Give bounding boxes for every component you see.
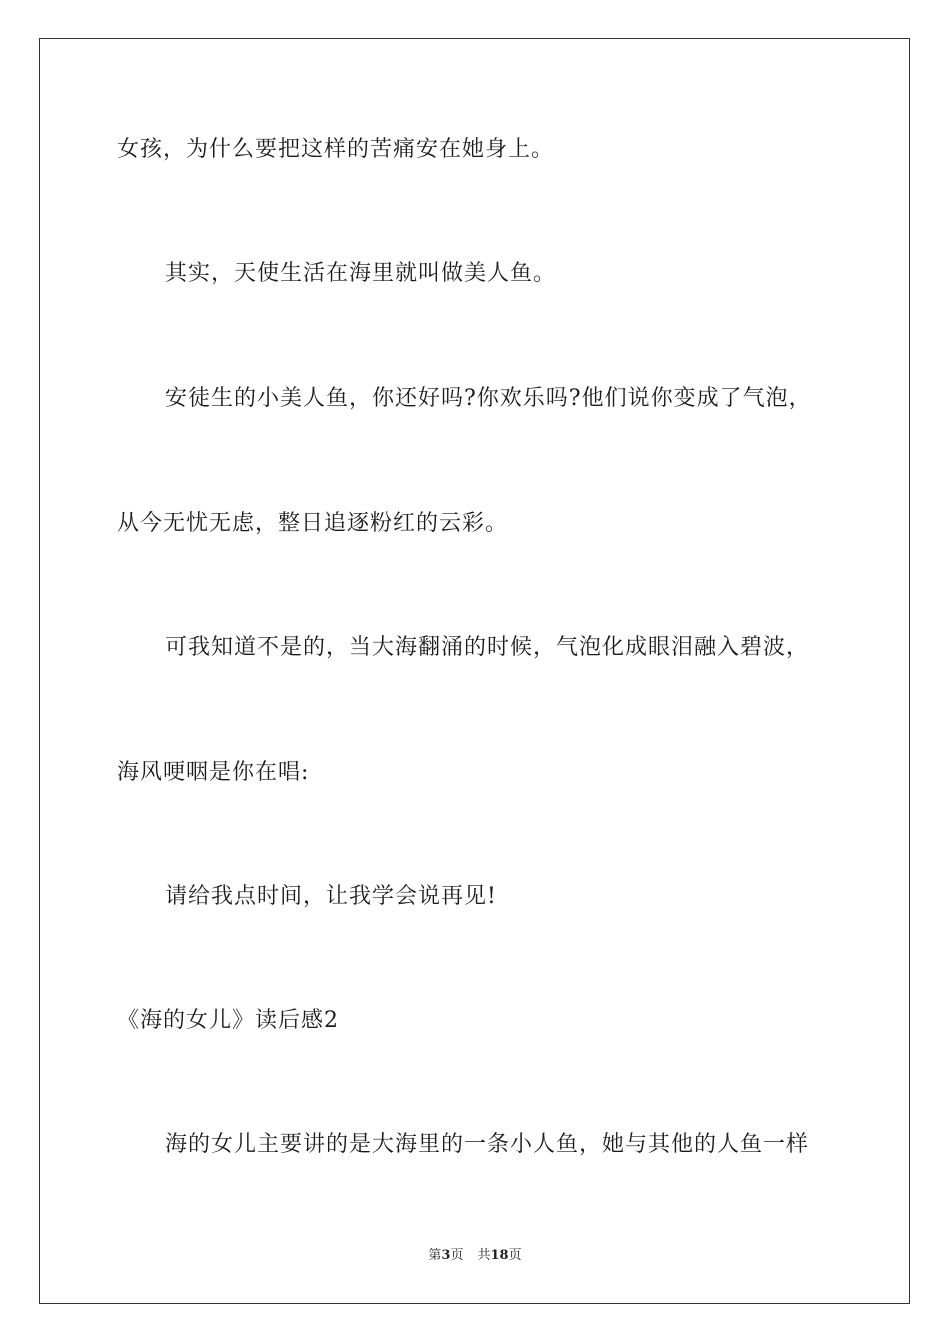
footer-page-number: 3: [441, 1248, 451, 1263]
text-line-3: 安徒生的小美人鱼，你还好吗?你欢乐吗?他们说你变成了气泡，: [165, 386, 812, 411]
footer-total-pages: 18: [490, 1248, 509, 1263]
text-line-6: 海风哽咽是你在唱:: [117, 760, 310, 785]
footer-page-prefix: 第: [428, 1248, 442, 1263]
footer-total-suffix: 页: [508, 1248, 522, 1263]
page-footer: [0, 1247, 950, 1265]
section-heading: 《海的女儿》读后感2: [117, 1008, 339, 1033]
text-line-8: 海的女儿主要讲的是大海里的一条小人鱼，她与其他的人鱼一样: [165, 1132, 810, 1157]
page-border: [39, 38, 910, 1304]
text-line-2: 其实，天使生活在海里就叫做美人鱼。: [165, 261, 557, 286]
text-line-7: 请给我点时间，让我学会说再见!: [165, 884, 497, 909]
text-line-5: 可我知道不是的，当大海翻涌的时候，气泡化成眼泪融入碧波，: [165, 635, 810, 660]
text-line-1: 女孩，为什么要把这样的苦痛安在她身上。: [117, 137, 555, 162]
footer-page-suffix: 页: [450, 1248, 464, 1263]
text-line-4: 从今无忧无虑，整日追逐粉红的云彩。: [117, 511, 509, 536]
footer-total-prefix: 共: [477, 1248, 491, 1263]
